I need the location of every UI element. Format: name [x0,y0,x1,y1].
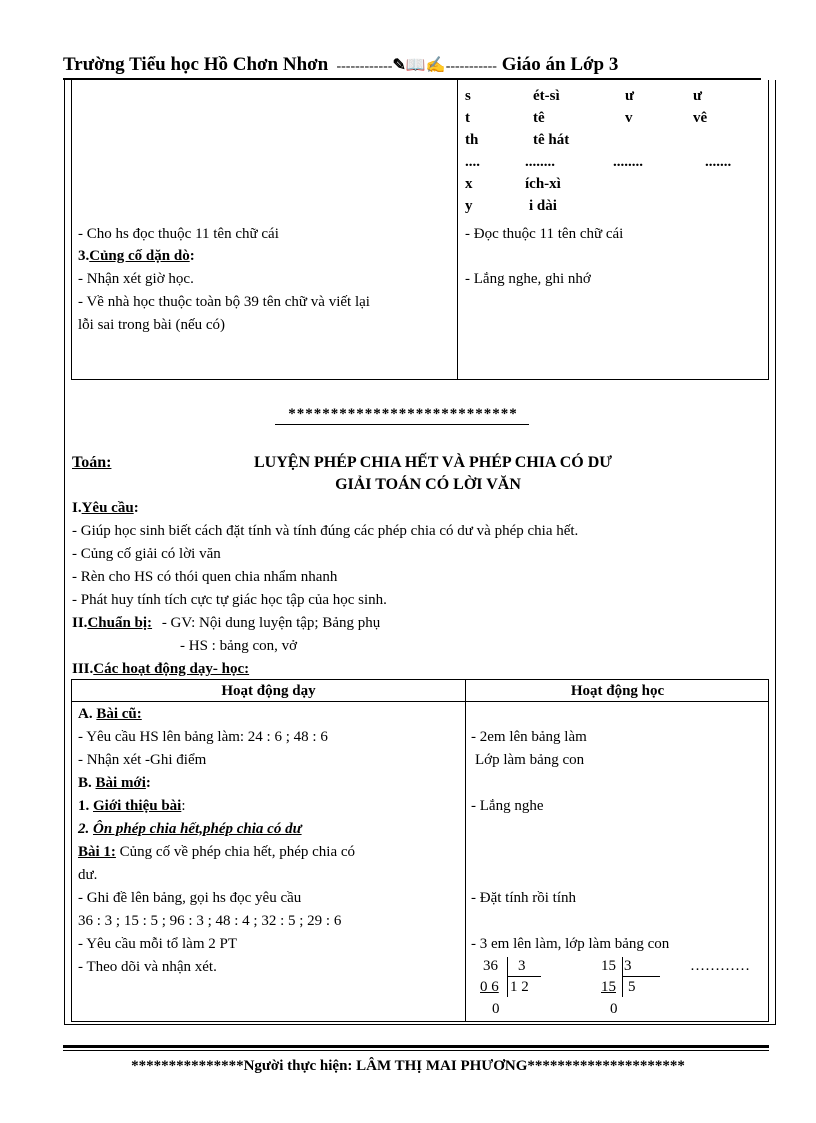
header-dashes-left: ------------ [336,59,393,74]
subject-label: Toán: [72,454,112,471]
teacher-line: - Yêu cầu mỗi tổ làm 2 PT [78,936,237,952]
letter-row: t tê v vê [465,110,708,126]
col-student-header: Hoạt động học [570,683,665,699]
student-line: Lớp làm bảng con [475,752,585,768]
student-line: - Lắng nghe, ghi nhớ [465,271,591,287]
student-line: - Lắng nghe [471,798,544,814]
letter-row: .... ........ ........ ....... [465,154,732,170]
student-line: - Đặt tính rồi tính [471,890,576,906]
top-table-divider [457,80,458,380]
book-pen-icon: ✎📖✍ [392,57,446,74]
section-heading: 3.Củng cố dặn dò: [78,248,195,264]
activities-table-divider [465,679,466,1022]
long-division-1: 36 3 0 6 1 2 0 [480,956,560,1020]
page-border-left [64,80,65,1025]
requirement-item: - Giúp học sinh biết cách đặt tính và tính đúng các phép chia có dư và phép chia hết. [72,523,579,539]
footer-rule-thin [63,1050,769,1051]
student-line: - 2em lên bảng làm [471,729,587,745]
activities-header-line [71,701,769,702]
page-border-bottom [64,1024,776,1025]
lesson-title-2: GIẢI TOÁN CÓ LỜI VĂN [335,476,521,493]
lesson-title-1: LUYỆN PHÉP CHIA HẾT VÀ PHÉP CHIA CÓ DƯ [254,454,612,471]
page-border-right [775,80,776,1025]
preparation-heading: II.Chuẩn bị: - GV: Nội dung luyện tập; Bảng phụ [72,615,381,631]
requirement-item: - Rèn cho HS có thói quen chia nhẩm nhanh [72,569,338,585]
student-line: - 3 em lên làm, lớp làm bảng con [471,936,670,952]
col-teacher-header: Hoạt động dạy [221,683,316,699]
divider-stars: *************************** [288,406,518,422]
teacher-line: - Ghi đề lên bảng, gọi hs đọc yêu cầu [78,890,302,906]
letter-row: x ích-xì [465,176,561,192]
teacher-line: - Theo dõi và nhận xét. [78,959,217,975]
letter-row: s ét-sì ư ư [465,88,703,104]
requirements-heading: I.Yêu cầu: [72,500,139,516]
divider-underline [275,424,529,425]
part-a-heading: A. Bài cũ: [78,706,142,722]
school-name: Trường Tiểu học Hồ Chơn Nhơn [63,54,329,75]
section-2-heading: 2. Ôn phép chia hết,phép chia có dư [78,821,302,837]
requirement-item: - Củng cố giải có lời văn [72,546,221,562]
teacher-line: - Nhận xét -Ghi điểm [78,752,207,768]
continuation-dots: ………… [690,958,750,974]
teacher-line: dư. [78,867,98,883]
teacher-line: - Nhận xét giờ học. [78,271,194,287]
grade-label: Giáo án Lớp 3 [501,54,619,75]
letter-row: y i dài [465,198,557,214]
preparation-hs: - HS : bảng con, vở [180,638,298,654]
page-header [63,54,763,80]
part-b-heading: B. Bài mới: [78,775,151,791]
teacher-line: lỗi sai trong bài (nếu có) [78,317,226,333]
activities-heading: III.Các hoạt động dạy- học: [72,661,250,677]
footer-rule-thick [63,1045,769,1048]
exercise-list: 36 : 3 ; 15 : 5 ; 96 : 3 ; 48 : 4 ; 32 : 5 ; 29 : 6 [78,913,342,929]
page-footer: ***************Người thực hiện: LÂM THỊ MAI PHƯƠNG********************* [131,1058,685,1074]
exercise-1: Bài 1: Củng cố về phép chia hết, phép chia có [78,844,356,860]
teacher-line: - Về nhà học thuộc toàn bộ 39 tên chữ và viết lại [78,294,370,310]
long-division-2: 15 3 15 5 0 [598,956,678,1020]
section-1-heading: 1. Giới thiệu bài: [78,798,186,814]
teacher-line: - Yêu cầu HS lên bảng làm: 24 : 6 ; 48 : 6 [78,729,328,745]
letter-row: th tê hát [465,132,570,148]
header-dashes-right: ----------- [445,59,497,74]
student-line: - Đọc thuộc 11 tên chữ cái [465,226,624,242]
requirement-item: - Phát huy tính tích cực tự giác học tập của học sinh. [72,592,387,608]
letter-table [465,88,765,220]
teacher-line: - Cho hs đọc thuộc 11 tên chữ cái [78,226,279,242]
